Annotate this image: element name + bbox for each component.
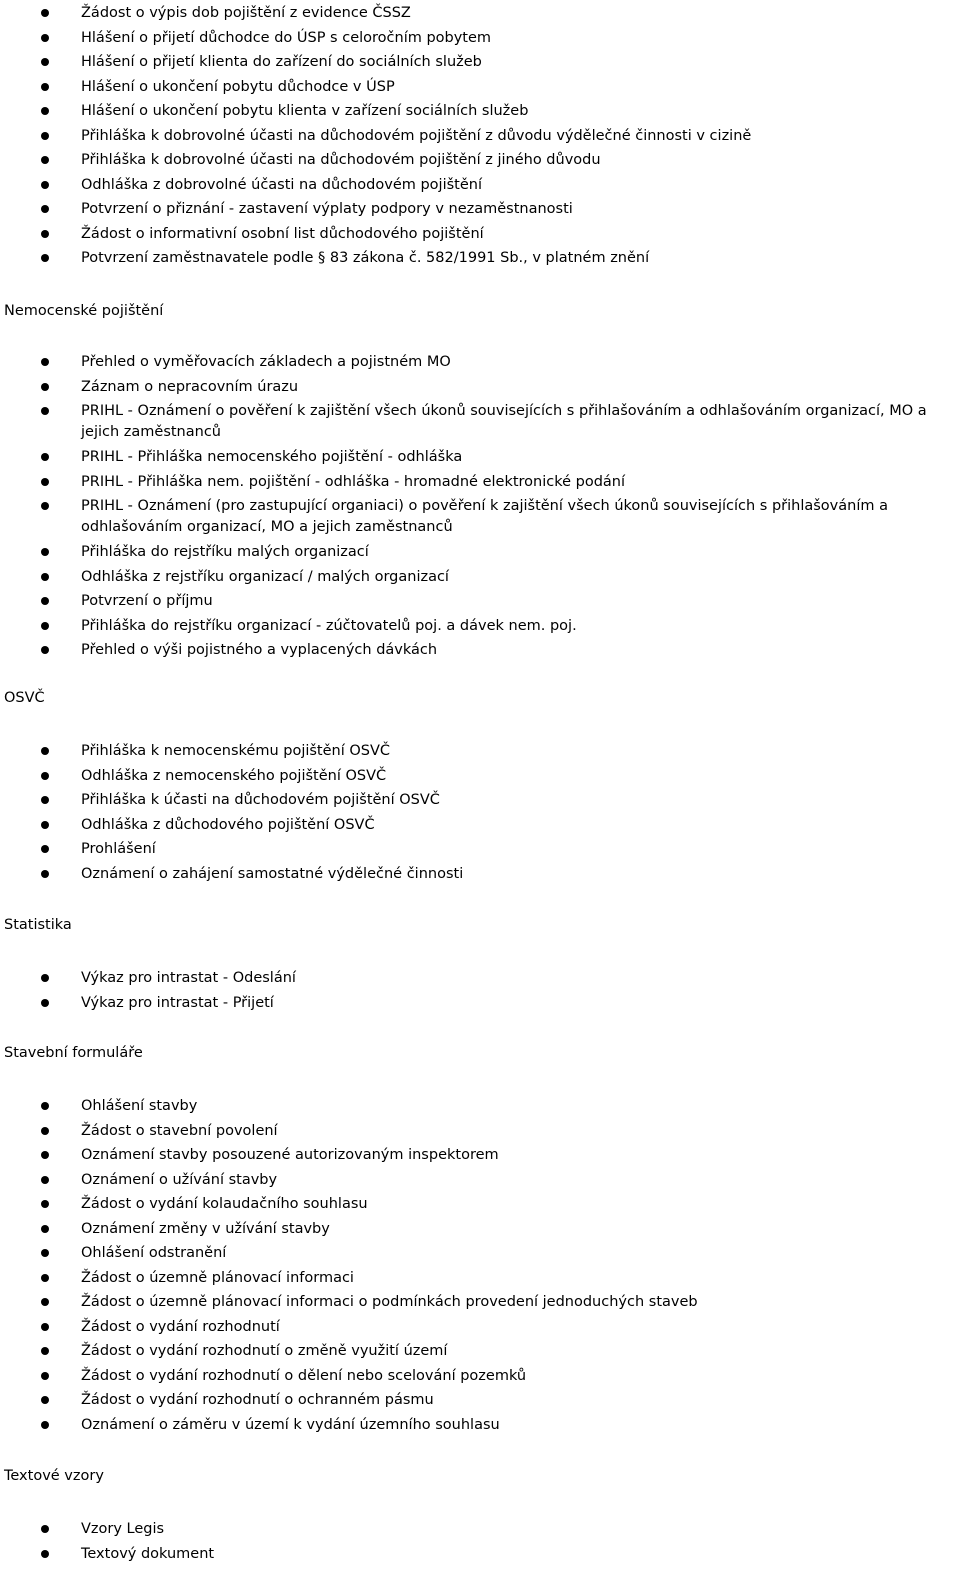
bullet-icon	[41, 83, 49, 91]
form-link[interactable]: Ohlášení odstranění	[81, 1245, 227, 1261]
list-item	[0, 445, 960, 470]
bullet-icon	[41, 502, 49, 510]
list-item	[0, 99, 960, 124]
bullet-icon	[41, 205, 49, 213]
bullet-icon	[41, 230, 49, 238]
bullet-icon	[41, 1550, 49, 1558]
form-link[interactable]: Ohlášení stavby	[81, 1098, 198, 1114]
form-link[interactable]: Žádost o stavební povolení	[81, 1122, 278, 1139]
form-link[interactable]: Přihláška do rejstříku malých organizací	[81, 544, 369, 560]
form-link[interactable]: PRIHL - Přihláška nemocenského pojištění - odhláška	[81, 449, 463, 465]
form-link[interactable]: Prohlášení	[81, 841, 156, 857]
bullet-icon	[41, 646, 49, 654]
list-item	[0, 788, 960, 813]
list-item	[0, 813, 960, 838]
list-item	[0, 350, 960, 375]
bullet-icon	[41, 1347, 49, 1355]
form-link[interactable]: Žádost o územně plánovací informaci o podmínkách provedení jednoduchých staveb	[81, 1294, 698, 1310]
list-item	[0, 148, 960, 173]
statistika-forms-list	[0, 966, 960, 1015]
form-link[interactable]: PRIHL - Oznámení (pro zastupující organiaci) o pověření k zajištění všech úkonů souvisejících s přihlašováním a odhlašováním organizací, MO a jejich zaměstnanců	[81, 498, 888, 535]
bullet-icon	[41, 796, 49, 804]
list-item	[0, 1413, 960, 1438]
list-item	[0, 1315, 960, 1340]
section-title-stavebni: Stavební formuláře	[4, 1045, 143, 1061]
list-item	[0, 991, 960, 1016]
form-link[interactable]: Žádost o informativní osobní list důchodového pojištění	[81, 225, 484, 242]
list-item	[0, 764, 960, 789]
list-item	[0, 1542, 960, 1567]
form-link[interactable]: Vzory Legis	[81, 1521, 165, 1537]
bullet-icon	[41, 1421, 49, 1429]
bullet-icon	[41, 453, 49, 461]
bullet-icon	[41, 622, 49, 630]
form-link[interactable]: Odhláška z rejstříku organizací / malých organizací	[81, 568, 449, 585]
bullet-icon	[41, 1127, 49, 1135]
list-item	[0, 1168, 960, 1193]
bullet-icon	[41, 772, 49, 780]
section-title-statistika: Statistika	[4, 917, 72, 933]
form-link[interactable]: Oznámení o záměru v území k vydání územního souhlasu	[81, 1416, 500, 1433]
list-item	[0, 1, 960, 26]
form-link[interactable]: Výkaz pro intrastat - Odeslání	[81, 970, 296, 986]
bullet-icon	[41, 548, 49, 556]
bullet-icon	[41, 383, 49, 391]
list-item	[0, 1290, 960, 1315]
list-item	[0, 638, 960, 663]
textove-forms-list	[0, 1517, 960, 1566]
bullet-icon	[41, 1274, 49, 1282]
form-link[interactable]: Žádost o vydání kolaudačního souhlasu	[81, 1196, 368, 1212]
bullet-icon	[41, 845, 49, 853]
bullet-icon	[41, 1151, 49, 1159]
form-link[interactable]: Hlášení o ukončení pobytu klienta v zařízení sociálních služeb	[81, 103, 529, 119]
form-link[interactable]: Žádost o vydání rozhodnutí o dělení nebo scelování pozemků	[81, 1367, 527, 1384]
top-forms-list	[0, 1, 960, 271]
list-item	[0, 1339, 960, 1364]
bullet-icon	[41, 132, 49, 140]
bullet-icon	[41, 870, 49, 878]
bullet-icon	[41, 181, 49, 189]
form-link[interactable]: Žádost o územně plánovací informaci	[81, 1269, 354, 1286]
form-link[interactable]: Oznámení stavby posouzené autorizovaným inspektorem	[81, 1147, 499, 1163]
nemocenske-forms-list	[0, 350, 960, 663]
list-item	[0, 375, 960, 400]
list-item	[0, 399, 960, 445]
bullet-icon	[41, 1200, 49, 1208]
bullet-icon	[41, 597, 49, 605]
bullet-icon	[41, 1323, 49, 1331]
form-link[interactable]: Přehled o vyměřovacích základech a pojistném MO	[81, 354, 451, 370]
section-title-textove: Textové vzory	[4, 1468, 104, 1484]
osvc-forms-list	[0, 739, 960, 886]
bullet-icon	[41, 156, 49, 164]
bullet-icon	[41, 478, 49, 486]
form-link[interactable]: Přehled o výši pojistného a vyplacených dávkách	[81, 642, 438, 658]
list-item	[0, 1266, 960, 1291]
bullet-icon	[41, 974, 49, 982]
form-link[interactable]: PRIHL - Přihláška nem. pojištění - odhláška - hromadné elektronické podání	[81, 473, 626, 490]
form-link[interactable]: Výkaz pro intrastat - Přijetí	[81, 994, 274, 1011]
bullet-icon	[41, 1225, 49, 1233]
form-link[interactable]: Potvrzení zaměstnavatele podle § 83 zákona č. 582/1991 Sb., v platném znění	[81, 250, 650, 266]
form-link[interactable]: Žádost o výpis dob pojištění z evidence ČSSZ	[81, 5, 411, 21]
list-item	[0, 589, 960, 614]
form-link[interactable]: PRIHL - Oznámení o pověření k zajištění všech úkonů souvisejících s přihlašováním a odhlašováním organizací, MO a jejich zaměstnanců	[81, 403, 927, 440]
list-item	[0, 222, 960, 247]
form-link[interactable]: Přihláška k dobrovolné účasti na důchodovém pojištění z důvodu výdělečné činnosti v cizině	[81, 127, 752, 144]
list-item	[0, 197, 960, 222]
form-link[interactable]: Hlášení o přijetí důchodce do ÚSP s celoročním pobytem	[81, 29, 492, 46]
form-link[interactable]: Přihláška do rejstříku organizací - zúčtovatelů poj. a dávek nem. poj.	[81, 617, 577, 634]
form-link[interactable]: Potvrzení o přiznání - zastavení výplaty podpory v nezaměstnanosti	[81, 201, 573, 217]
form-link[interactable]: Textový dokument	[81, 1545, 215, 1562]
list-item	[0, 1143, 960, 1168]
list-item	[0, 1241, 960, 1266]
bullet-icon	[41, 1396, 49, 1404]
bullet-icon	[41, 1372, 49, 1380]
list-item	[0, 862, 960, 887]
list-item	[0, 246, 960, 271]
form-link[interactable]: Žádost o vydání rozhodnutí o ochranném pásmu	[81, 1392, 434, 1408]
form-link[interactable]: Žádost o vydání rozhodnutí o změně využití území	[81, 1343, 448, 1359]
form-link[interactable]: Odhláška z dobrovolné účasti na důchodovém pojištění	[81, 176, 482, 193]
stavebni-forms-list	[0, 1094, 960, 1437]
form-link[interactable]: Žádost o vydání rozhodnutí	[81, 1318, 280, 1335]
bullet-icon	[41, 1525, 49, 1533]
list-item	[0, 739, 960, 764]
list-item	[0, 614, 960, 639]
form-link[interactable]: Přihláška k účasti na důchodovém pojištění OSVČ	[81, 792, 440, 808]
list-item	[0, 1517, 960, 1542]
list-item	[0, 1364, 960, 1389]
bullet-icon	[41, 9, 49, 17]
bullet-icon	[41, 747, 49, 755]
bullet-icon	[41, 1298, 49, 1306]
list-item	[0, 1119, 960, 1144]
list-item	[0, 494, 960, 540]
bullet-icon	[41, 358, 49, 366]
bullet-icon	[41, 34, 49, 42]
form-link[interactable]: Přihláška k dobrovolné účasti na důchodovém pojištění z jiného důvodu	[81, 152, 601, 168]
list-item	[0, 1192, 960, 1217]
form-link[interactable]: Oznámení o užívání stavby	[81, 1171, 278, 1188]
list-item	[0, 1094, 960, 1119]
form-link[interactable]: Oznámení o zahájení samostatné výdělečné činnosti	[81, 865, 464, 882]
list-item	[0, 173, 960, 198]
list-item	[0, 26, 960, 51]
bullet-icon	[41, 1176, 49, 1184]
bullet-icon	[41, 254, 49, 262]
bullet-icon	[41, 999, 49, 1007]
list-item	[0, 1388, 960, 1413]
form-link[interactable]: Oznámení změny v užívání stavby	[81, 1220, 330, 1237]
form-link[interactable]: Odhláška z nemocenského pojištění OSVČ	[81, 767, 387, 784]
bullet-icon	[41, 821, 49, 829]
bullet-icon	[41, 107, 49, 115]
list-item	[0, 540, 960, 565]
bullet-icon	[41, 1102, 49, 1110]
section-title-nemocenske: Nemocenské pojištění	[4, 303, 164, 319]
list-item	[0, 50, 960, 75]
form-link[interactable]: Přihláška k nemocenskému pojištění OSVČ	[81, 743, 391, 759]
form-link[interactable]: Záznam o nepracovním úrazu	[81, 378, 299, 395]
list-item	[0, 124, 960, 149]
list-item	[0, 837, 960, 862]
bullet-icon	[41, 58, 49, 66]
form-link[interactable]: Odhláška z důchodového pojištění OSVČ	[81, 816, 375, 833]
list-item	[0, 966, 960, 991]
bullet-icon	[41, 407, 49, 415]
list-item	[0, 1217, 960, 1242]
section-title-osvc: OSVČ	[4, 690, 45, 706]
list-item	[0, 565, 960, 590]
form-link[interactable]: Potvrzení o příjmu	[81, 593, 213, 609]
bullet-icon	[41, 1249, 49, 1257]
form-link[interactable]: Hlášení o přijetí klienta do zařízení do sociálních služeb	[81, 54, 482, 70]
list-item	[0, 75, 960, 100]
list-item	[0, 470, 960, 495]
form-link[interactable]: Hlášení o ukončení pobytu důchodce v ÚSP	[81, 78, 395, 95]
bullet-icon	[41, 573, 49, 581]
